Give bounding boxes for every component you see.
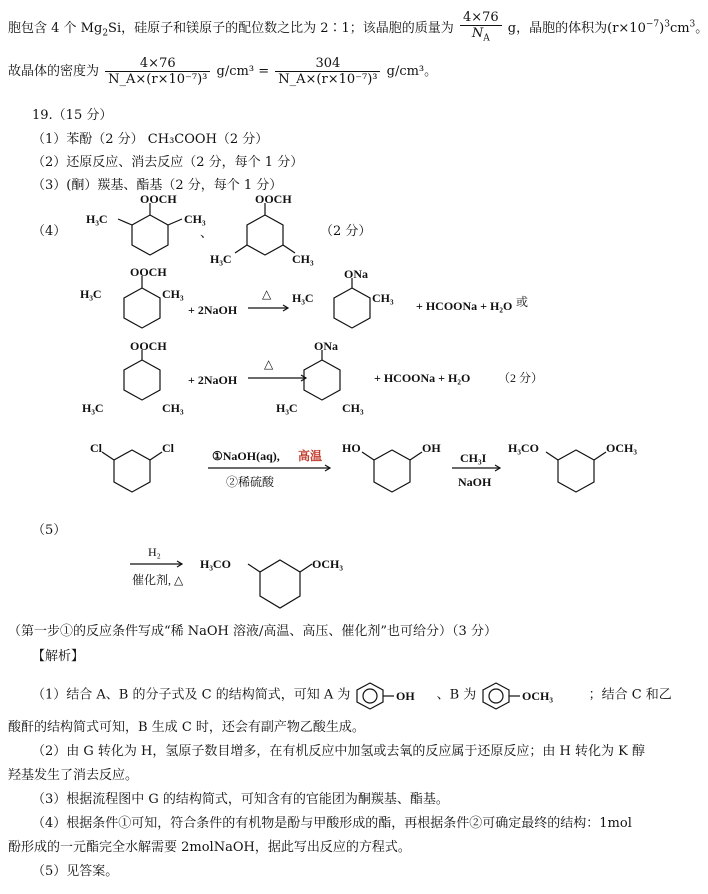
answer-2: （2）还原反应、消去反应（2 分，每个 1 分）	[32, 155, 304, 170]
analysis-p2: （2）由 G 转化为 H，氢原子数目增多，在有机反应中加氢或去氧的反应属于还原反应；由 H 转化为 K 醇	[32, 744, 645, 759]
top-line-1: 胞包含 4 个 $Mg_2Si$，硅原子和镁原子的配位数之比为 2∶1；该晶胞的质量为 $\frac{4\times 76}{N_A}$ g，晶胞的体积为$(r\times 10^{-7})^3cm^3$。	[8, 10, 708, 47]
fraction-numerator: 304	[275, 56, 380, 72]
top-line-2	[8, 56, 437, 87]
text-fragment: 、B 为	[436, 687, 477, 703]
analysis-p3: （3）根据流程图中 G 的结构简式，可知含有的官能团为酮羰基、酯基。	[32, 792, 449, 807]
oh-label: OH	[396, 689, 416, 703]
analysis-p5: （5）见答案。	[32, 864, 119, 879]
cl-label: Cl	[90, 441, 102, 455]
synthesis-route-2	[120, 540, 420, 620]
answer-4-score: （2 分）	[320, 224, 372, 239]
hydrolysis-reaction-1	[80, 265, 690, 338]
answer-1: （1）苯酚（2 分） CH₃COOH（2 分）	[32, 132, 269, 147]
unit-text: g/cm³	[386, 64, 425, 79]
ooch-label: OOCH	[140, 192, 177, 206]
analysis-p4: （4）根据条件①可知，符合条件的有机物是酚与甲酸形成的酯，再根据条件②可确定最终的结构：1mol	[32, 816, 632, 831]
score-text: （2 分）	[498, 371, 544, 385]
ch3i-reagent: CH₃I	[460, 451, 487, 465]
cl-label: Cl	[162, 441, 174, 455]
ch3-label: CH₃	[162, 401, 184, 415]
answer-4-label: （4）	[32, 224, 67, 239]
fraction-denominator: N	[471, 26, 484, 41]
unit-text: g/cm³	[216, 64, 255, 79]
ch3-label: CH₃	[342, 401, 364, 415]
ho-label: HO	[342, 441, 361, 455]
heat-symbol: △	[264, 357, 274, 371]
equals-sign: =	[258, 64, 270, 79]
density-fraction-1	[105, 56, 210, 87]
structure-ester-2	[210, 192, 320, 270]
condition-high-temp: 高温	[298, 449, 323, 463]
fraction-denominator: N_A×(r×10⁻⁷)³	[108, 72, 208, 87]
answer-5-label: （5）	[32, 523, 67, 538]
catalyst-condition: 催化剂, △	[132, 573, 184, 587]
text-fragment: )	[659, 20, 665, 36]
naoh-reagent: + 2NaOH	[188, 373, 238, 387]
och3-label: OCH₃	[606, 441, 637, 455]
ch3-label: CH₃	[184, 212, 206, 226]
h3co-label: H₃CO	[508, 441, 539, 455]
h3c-label: H₃C	[86, 212, 108, 226]
fraction-numerator: 4×76	[105, 56, 210, 72]
condition-step-2: ②稀硫酸	[226, 475, 275, 489]
och3-label: OCH₃	[312, 557, 343, 571]
structure-ester-1	[80, 192, 220, 265]
analysis-p2-cont: 羟基发生了消去反应。	[8, 768, 139, 783]
ona-label: ONa	[344, 267, 368, 281]
text-fragment: 。	[424, 64, 438, 79]
fraction-denominator: N_A×(r×10⁻⁷)³	[278, 72, 378, 87]
ooch-label: OOCH	[130, 339, 167, 353]
och3-label: OCH₃	[522, 689, 554, 703]
analysis-p1-cont: 酸酐的结构简式可知，B 生成 C 时，还会有副产物乙酸生成。	[8, 720, 365, 735]
text-fragment: （1）结合 A、B 的分子式及 C 的结构简式，可知 A 为	[32, 687, 351, 703]
naoh-reagent: + 2NaOH	[188, 303, 238, 317]
text-fragment: Si，硅原子和镁原子的配位数之比为 2∶1；该晶胞的质量为	[108, 20, 454, 36]
phenol-structure	[354, 680, 432, 710]
synthesis-route-1	[80, 436, 690, 516]
text-fragment: 故晶体的密度为	[8, 64, 100, 79]
text-fragment: 胞包含 4 个 Mg	[8, 20, 103, 36]
h3c-label: H₃C	[80, 287, 102, 301]
heat-symbol: △	[262, 287, 272, 301]
products-text: + HCOONa + H₂O	[374, 371, 471, 385]
grading-note: （第一步①的反应条件写成“稀 NaOH 溶液/高温、高压、催化剂”也可给分）（3 分）	[8, 624, 497, 639]
analysis-p4-cont: 酚形成的一元酯完全水解需要 2molNaOH，据此写出反应的方程式。	[8, 840, 411, 855]
q19-title: 19.（15 分）	[32, 108, 113, 123]
h3co-label: H₃CO	[200, 557, 231, 571]
oh-label: OH	[422, 441, 441, 455]
h3c-label: H₃C	[82, 401, 104, 415]
or-text: 或	[516, 295, 529, 309]
mass-fraction: $\frac{4\times 76}{N_A}$	[460, 10, 502, 47]
h3c-label: H₃C	[276, 401, 298, 415]
density-fraction-2	[275, 56, 380, 87]
text-fragment: cm	[669, 20, 690, 36]
ooch-label: OOCH	[255, 192, 292, 206]
analysis-title: 【解析】	[32, 649, 85, 664]
text-fragment: g，晶胞的体积为(r×10	[507, 20, 646, 36]
h2-reagent: H₂	[148, 545, 161, 559]
ch3-label: CH₃	[372, 291, 394, 305]
anisole-structure	[480, 680, 584, 710]
analysis-p1	[32, 680, 672, 710]
products-text: + HCOONa + H₂O	[416, 299, 513, 313]
ch3-label: CH₃	[292, 252, 314, 266]
h3c-label: H₃C	[210, 252, 232, 266]
answer-4-separator: 、	[200, 226, 214, 241]
answer-3: （3）(酮）羰基、酯基（2 分，每个 1 分）	[32, 178, 283, 193]
hydrolysis-reaction-2	[80, 340, 690, 420]
condition-step-1: ①NaOH(aq),	[212, 449, 280, 463]
ooch-label: OOCH	[130, 265, 167, 279]
ona-label: ONa	[314, 339, 338, 353]
h3c-label: H₃C	[292, 291, 314, 305]
naoh-reagent: NaOH	[458, 475, 492, 489]
fraction-numerator: 4×76	[460, 10, 502, 26]
text-fragment: ；结合 C 和乙	[588, 687, 672, 703]
ch3-label: CH₃	[162, 287, 184, 301]
